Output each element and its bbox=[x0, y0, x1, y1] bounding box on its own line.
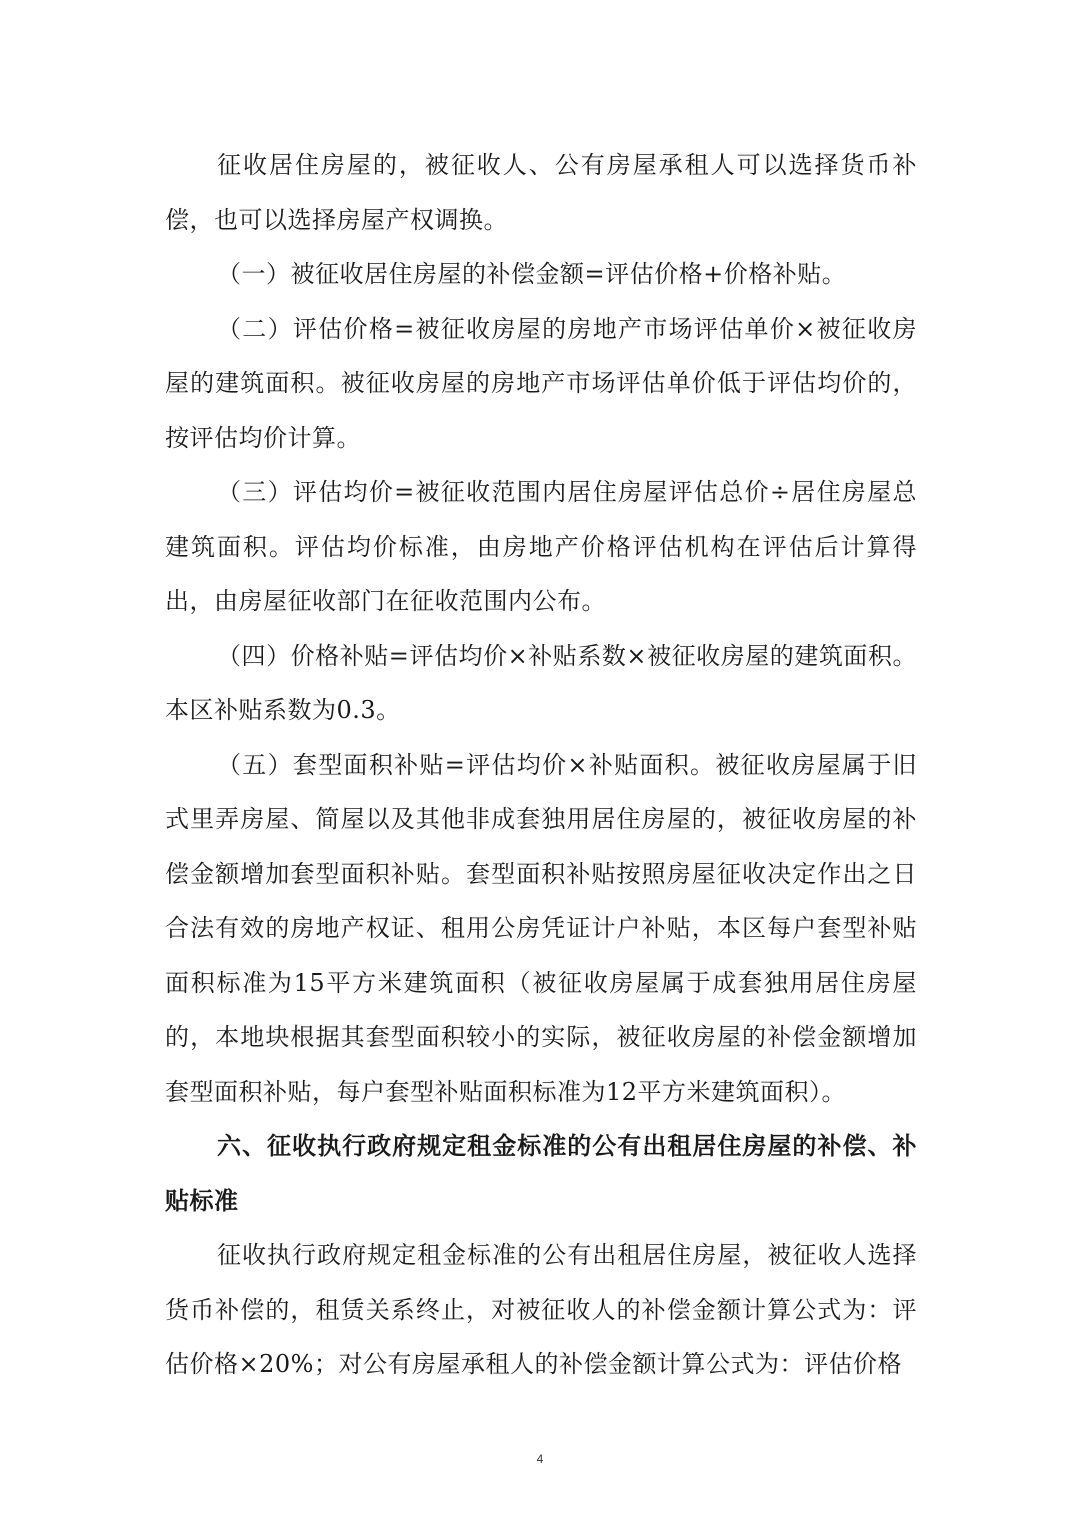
paragraph-item-3: （三）评估均价=被征收范围内居住房屋评估总价÷居住房屋总建筑面积。评估均价标准，由房地产价格评估机构在评估后计算得出，由房屋征收部门在征收范围内公布。 bbox=[165, 478, 917, 615]
page-number: 4 bbox=[536, 1452, 544, 1466]
section-heading: 六、征收执行政府规定租金标准的公有出租居住房屋的补偿、补贴标准 bbox=[165, 1132, 917, 1215]
paragraph-item-4: （四）价格补贴=评估均价×补贴系数×被征收房屋的建筑面积。本区补贴系数为0.3。 bbox=[165, 641, 917, 724]
paragraph-item-2: （二）评估价格=被征收房屋的房地产市场评估单价×被征收房屋的建筑面积。被征收房屋的房地产市场评估单价低于评估均价的，按评估均价计算。 bbox=[165, 314, 917, 452]
paragraph-item-5: （五）套型面积补贴=评估均价×补贴面积。被征收房屋属于旧式里弄房屋、简屋以及其他非成套独用居住房屋的，被征收房屋的补偿金额增加套型面积补贴。套型面积补贴按照房屋征收决定作出之日合法有效的房地产权证、租用公房凭证计户补贴，本区每户套型补贴面积标准为15平方米建筑面积（被征收房屋属于成套独用居住房屋的，本地块根据其套型面积较小的实际，被征收房屋的补偿金额增加套型面积补贴，每户套型补贴面积标准为12平方米建筑面积）。 bbox=[165, 750, 917, 1106]
paragraph-item-1: （一）被征收居住房屋的补偿金额=评估价格+价格补贴。 bbox=[217, 260, 847, 288]
page-body bbox=[165, 138, 917, 1392]
paragraph-closing: 征收执行政府规定租金标准的公有出租居住房屋，被征收人选择货币补偿的，租赁关系终止，对被征收人的补偿金额计算公式为：评估价格×20%；对公有房屋承租人的补偿金额计算公式为：评估价格 bbox=[165, 1241, 917, 1378]
paragraph-intro: 征收居住房屋的，被征收人、公有房屋承租人可以选择货币补偿，也可以选择房屋产权调换。 bbox=[165, 151, 917, 234]
